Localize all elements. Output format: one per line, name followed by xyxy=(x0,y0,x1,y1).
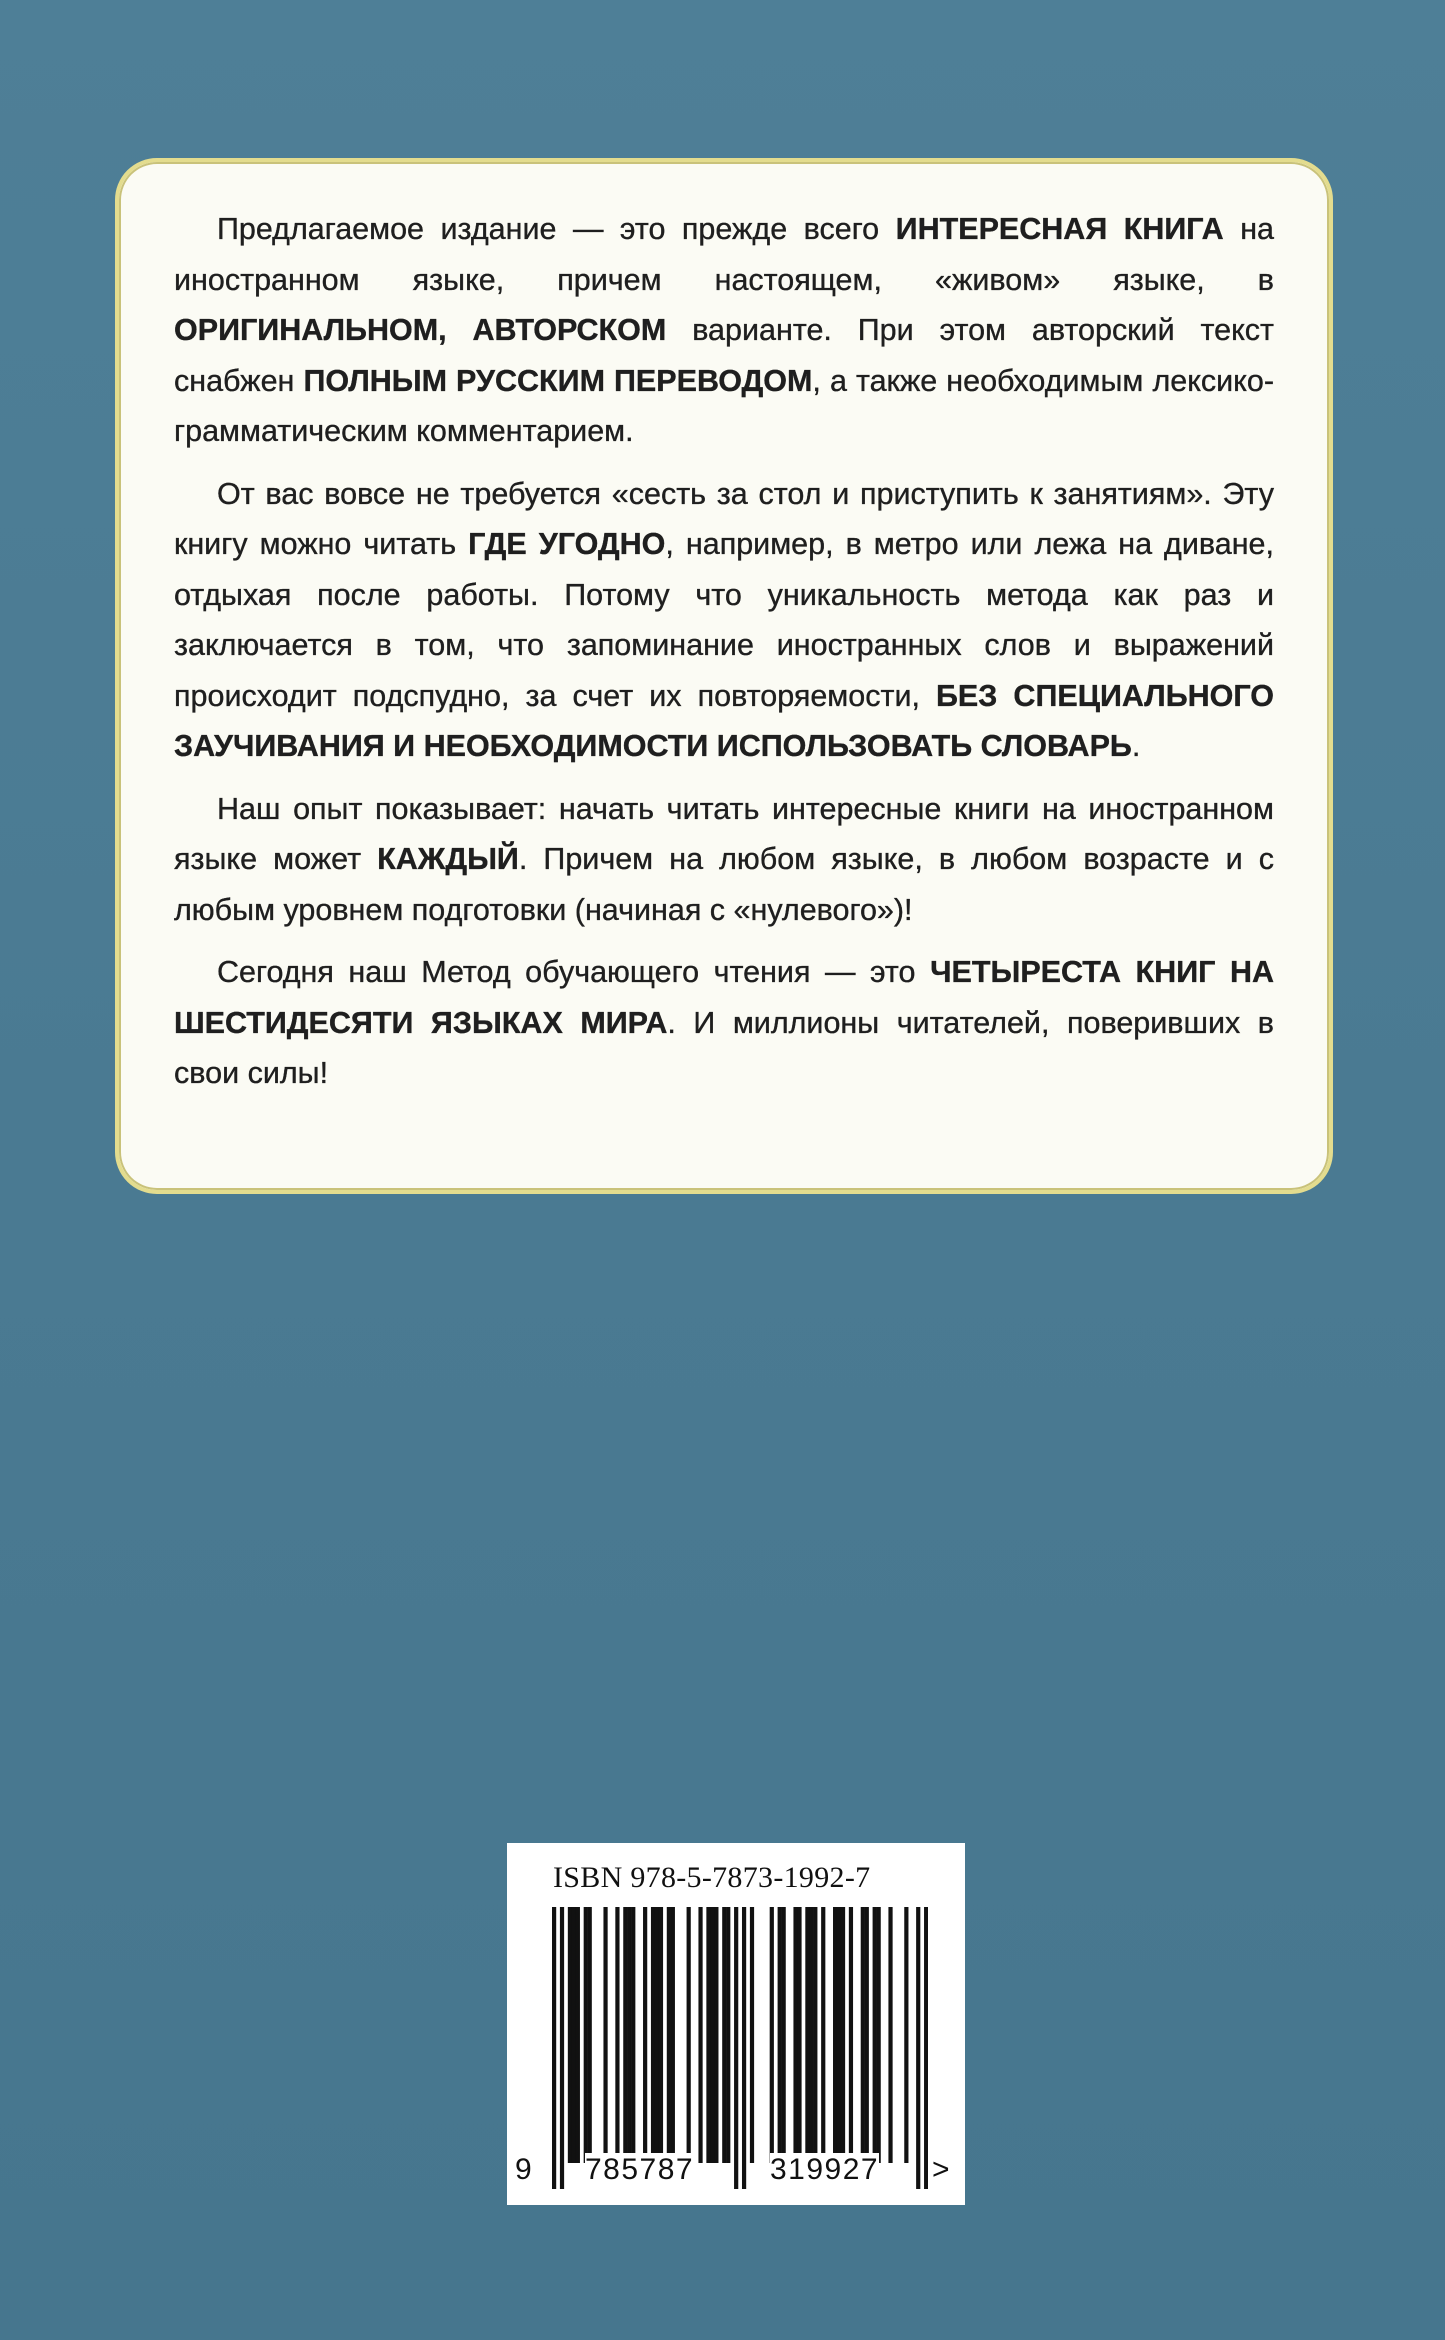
barcode-bar xyxy=(706,1907,710,2163)
barcode-label xyxy=(507,1843,965,2205)
barcode-bar xyxy=(793,1907,797,2163)
barcode-bar xyxy=(722,1907,726,2163)
barcode-bar xyxy=(841,1907,845,2163)
paragraph-experience xyxy=(174,784,1274,936)
text-run: Наш опыт показывает: начать читать интересные книги на иностранном языке может xyxy=(174,791,1274,876)
barcode-bar xyxy=(710,1907,714,2163)
barcode-bar xyxy=(651,1907,655,2163)
barcode-bar xyxy=(572,1907,576,2163)
barcode-bar xyxy=(659,1907,663,2163)
text-run: От вас вовсе не требуется «сесть за стол и приступить к занятиям». Эту книгу можно читать xyxy=(174,476,1274,561)
barcode-bar xyxy=(687,1907,691,2163)
barcode-guard-bar xyxy=(734,1907,738,2189)
barcode-bar xyxy=(643,1907,647,2163)
text-run: . xyxy=(1131,729,1141,763)
barcode-guard-bar xyxy=(742,1907,746,2189)
barcode-bar xyxy=(821,1907,825,2163)
barcode-quiet-zone-mark: > xyxy=(932,2153,952,2186)
paragraph-intro xyxy=(174,204,1274,457)
barcode-bar xyxy=(809,1907,813,2163)
barcode-digits-left: 785787 xyxy=(585,2153,695,2186)
paragraph-today xyxy=(174,947,1274,1099)
barcode-digits-right: 319927 xyxy=(770,2153,880,2186)
barcode-bar xyxy=(833,1907,837,2163)
barcode-bar xyxy=(667,1907,671,2163)
text-run: варианте. При этом авторский текст снабжен xyxy=(174,313,1274,398)
text-run: Сегодня наш Метод обучающего чтения — это xyxy=(217,955,931,989)
barcode-bar xyxy=(623,1907,627,2163)
barcode-bar xyxy=(627,1907,631,2163)
barcode-bar xyxy=(576,1907,580,2163)
barcode-digit-lead: 9 xyxy=(515,2153,534,2186)
barcode-bar xyxy=(615,1907,619,2163)
isbn-number: ISBN 978-5-7873-1992-7 xyxy=(553,1861,871,1894)
barcode-bar xyxy=(770,1907,774,2163)
barcode-bar xyxy=(888,1907,892,2163)
text-run: . Причем на любом языке, в любом возрасте и с любым уровнем подготовки (начиная с «нулевого»)! xyxy=(174,842,1274,927)
emphasis-text: ГДЕ УГОДНО xyxy=(468,527,666,561)
emphasis-text: ЧЕТЫРЕСТА КНИГ НА ШЕСТИДЕСЯТИ ЯЗЫКАХ МИРА xyxy=(174,955,1274,1040)
barcode-guard-bar xyxy=(552,1907,556,2189)
barcode-guard-bar xyxy=(916,1907,920,2189)
barcode-bar xyxy=(782,1907,786,2163)
barcode-bar xyxy=(877,1907,881,2163)
barcode-bar xyxy=(568,1907,572,2163)
barcode-guard-bar xyxy=(560,1907,564,2189)
emphasis-text: ИНТЕРЕСНАЯ КНИГА xyxy=(895,212,1224,246)
barcode-icon xyxy=(552,1907,928,2189)
barcode-bar xyxy=(904,1907,908,2163)
barcode-bar xyxy=(805,1907,809,2163)
barcode-bar xyxy=(603,1907,607,2163)
barcode-bar xyxy=(778,1907,782,2163)
emphasis-text: КАЖДЫЙ xyxy=(377,842,519,876)
barcode-bar xyxy=(873,1907,877,2163)
barcode-bar xyxy=(671,1907,675,2163)
barcode-bar xyxy=(837,1907,841,2163)
barcode-bar xyxy=(698,1907,702,2163)
text-run: на иностранном языке, причем настоящем, «живом» языке, в xyxy=(174,212,1274,297)
barcode-bar xyxy=(726,1907,730,2163)
text-run: Предлагаемое издание — это прежде всего xyxy=(217,212,896,246)
barcode-bar xyxy=(797,1907,801,2163)
text-run: , например, в метро или лежа на диване, отдыхая после работы. Потому что уникальность метода как раз и заключается в том, что запоминание иностранных слов и выражений происходит подспудно, за счет их повторяемости, xyxy=(174,527,1274,713)
paragraph-method xyxy=(174,469,1274,772)
barcode-bar xyxy=(584,1907,588,2163)
barcode-bar xyxy=(750,1907,754,2163)
barcode-bar xyxy=(655,1907,659,2163)
barcode-bar xyxy=(588,1907,592,2163)
emphasis-text: БЕЗ СПЕЦИАЛЬНОГО ЗАУЧИВАНИЯ И НЕОБХОДИМОСТИ ИСПОЛЬЗОВАТЬ СЛОВАРЬ xyxy=(174,678,1274,763)
text-run: , а также необходимым лексико-грамматическим комментарием. xyxy=(174,363,1274,448)
emphasis-text: ПОЛНЫМ РУССКИМ ПЕРЕВОДОМ xyxy=(303,363,813,398)
barcode-bar xyxy=(714,1907,718,2163)
emphasis-text: ОРИГИНАЛЬНОМ, АВТОРСКОМ xyxy=(174,313,667,347)
description-panel xyxy=(115,158,1333,1194)
barcode-bar xyxy=(631,1907,635,2163)
text-run: . И миллионы читателей, поверивших в свои силы! xyxy=(174,1005,1274,1090)
barcode-bar xyxy=(865,1907,869,2163)
barcode-bar xyxy=(813,1907,817,2163)
barcode-guard-bar xyxy=(924,1907,928,2189)
barcode-bar xyxy=(849,1907,853,2163)
barcode-bar xyxy=(861,1907,865,2163)
